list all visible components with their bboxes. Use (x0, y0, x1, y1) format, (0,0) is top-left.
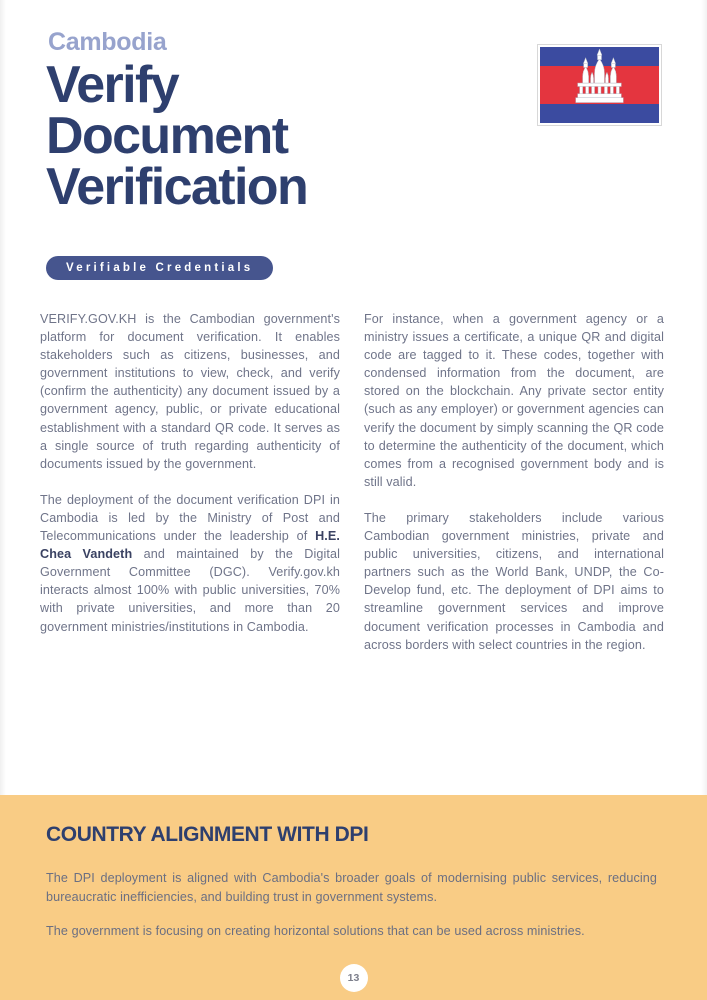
minister-name: H.E. Chea Vandeth (40, 529, 340, 562)
country-eyebrow: Cambodia (48, 28, 167, 56)
paragraph-right-2: The primary stakeholders include various Cambodian government ministries, private and public universities, citizens, and international partners such as the World Bank, UNDP, the Co-Develop fund, etc. The deployment of DPI aims to streamline government services and improve document verification processes in Cambodia and across borders with select countries in the region. (364, 510, 664, 652)
page-title (46, 56, 466, 216)
page-header (0, 0, 707, 300)
title-line-2: Document (46, 106, 288, 165)
alignment-paragraph-2: The government is focusing on creating horizontal solutions that can be used across ministries. (46, 924, 585, 938)
angkor-wat-icon (540, 47, 659, 123)
paragraph-left-1: VERIFY.GOV.KH is the Cambodian government's platform for document verification. It enables stakeholders such as citizens, businesses, and government institutions to view, check, and verify (confirm the authenticity) any document issued by a government agency, public, or private educational establishment with a standard QR code. It serves as a single source of truth regarding authenticity of documents issued by the government. (40, 312, 340, 471)
paragraph-left-2 (40, 491, 340, 636)
paragraph-left-2-before: The deployment of the document verification DPI in Cambodia is led by the Ministry of Post and Telecommunications under the leadership of (40, 492, 340, 544)
paragraph-left-2-after: and maintained by the Digital Government Committee (DGC). Verify.gov.kh interacts almost 100% with public universities, 70% with private universities, and more than 20 government ministries/institutions in Cambodia. (40, 547, 340, 634)
alignment-paragraph-1: The DPI deployment is aligned with Cambodia's broader goals of modernising public services, reducing bureaucratic inefficiencies, and building trust in government systems. (46, 871, 657, 904)
title-line-3: Verification (46, 157, 308, 216)
cambodia-flag (537, 44, 662, 126)
alignment-heading: COUNTRY ALIGNMENT WITH DPI (46, 823, 369, 846)
paragraph-right-1: For instance, when a government agency or a ministry issues a certificate, a unique QR and digital code are tagged to it. These codes, together with condensed information from the document, are stored on the blockchain. Any private sector entity (such as any employer) or government agencies can verify the document by simply scanning the QR code to determine the authenticity of the document, which comes from a recognised government body and is still valid. (364, 312, 664, 489)
verifiable-credentials-badge: Verifiable Credentials (46, 256, 273, 280)
title-line-1: Verify (46, 56, 179, 114)
right-column (364, 310, 664, 654)
country-alignment-section (0, 795, 707, 1000)
page-number-badge: 13 (340, 964, 368, 992)
flag-canvas (540, 47, 659, 123)
body-columns (0, 310, 707, 654)
left-column (40, 310, 340, 654)
